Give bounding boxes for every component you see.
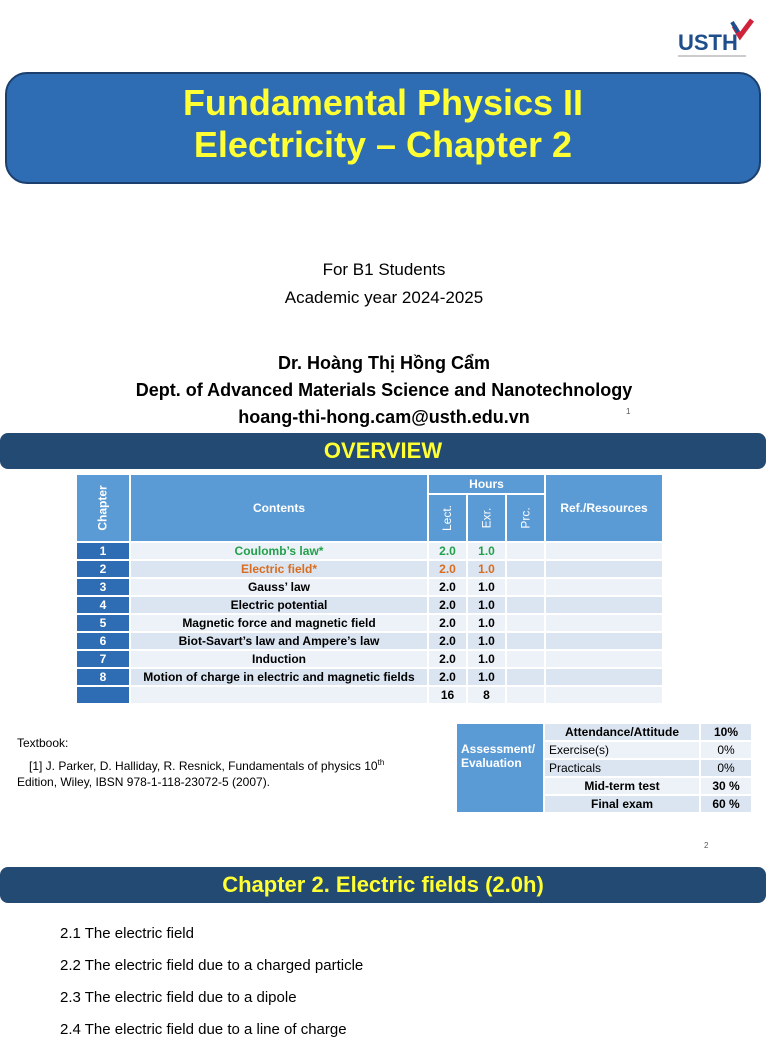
chapter-title: Electricity – Chapter 2 <box>193 124 573 165</box>
totals-row <box>76 686 663 704</box>
audience-text: For B1 Students <box>322 260 446 279</box>
row-content: Coulomb’s law* <box>130 542 428 560</box>
overview-bar: OVERVIEW <box>0 433 766 469</box>
ref-header: Ref./Resources <box>545 474 663 542</box>
table-row: 1 Coulomb’s law* 2.0 1.0 <box>76 542 663 560</box>
assessment-table <box>455 722 753 814</box>
section-item: 2.2 The electric field due to a charged particle <box>60 957 364 974</box>
assessment-row: Final exam 60 % <box>456 795 752 813</box>
textbook-block <box>17 735 437 790</box>
contents-header: Contents <box>130 474 428 542</box>
author-email[interactable]: hoang-thi-hong.cam@usth.edu.vn <box>238 407 530 427</box>
assessment-row: Practicals 0% <box>456 759 752 777</box>
usth-logo <box>678 18 754 62</box>
author-name: Dr. Hoàng Thị Hồng Cẩm <box>277 353 490 373</box>
academic-year: Academic year 2024-2025 <box>284 288 484 307</box>
chapter-header: Chapter <box>76 474 130 542</box>
usth-logo-text: USTH <box>678 30 738 55</box>
row-content: Induction <box>130 650 428 668</box>
section-item: 2.3 The electric field due to a dipole <box>60 989 297 1006</box>
title-banner <box>5 72 761 184</box>
table-row: 2 Electric field* 2.0 1.0 <box>76 560 663 578</box>
table-row: 4 Electric potential 2.0 1.0 <box>76 596 663 614</box>
total-exr: 8 <box>467 686 506 704</box>
assessment-row: Exercise(s) 0% <box>456 741 752 759</box>
section-item: 2.4 The electric field due to a line of charge <box>60 1021 347 1038</box>
chapter-bar: Chapter 2. Electric fields (2.0h) <box>0 867 766 903</box>
section-list <box>60 918 363 1046</box>
row-content: Biot-Savart’s law and Ampere’s law <box>130 632 428 650</box>
overview-table <box>75 473 664 705</box>
assessment-row: Mid-term test 30 % <box>456 777 752 795</box>
course-title: Fundamental Physics II <box>182 82 584 123</box>
table-row: 5 Magnetic force and magnetic field 2.0 1.0 <box>76 614 663 632</box>
lect-header: Lect. <box>428 494 467 542</box>
row-content: Electric potential <box>130 596 428 614</box>
author-dept: Dept. of Advanced Materials Science and Nanotechnology <box>135 380 633 400</box>
hours-header: Hours <box>428 474 545 494</box>
textbook-label: Textbook: <box>17 736 69 750</box>
total-lect: 16 <box>428 686 467 704</box>
page-number-2: 2 <box>704 841 709 850</box>
textbook-reference-cont: Edition, Wiley, IBSN 978-1-118-23072-5 (2007). <box>17 775 271 789</box>
prc-header: Prc. <box>506 494 545 542</box>
textbook-reference: [1] J. Parker, D. Halliday, R. Resnick, Fundamentals of physics 10th <box>29 758 385 773</box>
section-item: 2.1 The electric field <box>60 925 194 942</box>
assessment-heading: Assessment/ Evaluation <box>456 723 544 813</box>
row-content: Magnetic force and magnetic field <box>130 614 428 632</box>
table-row: 6 Biot-Savart’s law and Ampere’s law 2.0 1.0 <box>76 632 663 650</box>
page-number-1: 1 <box>626 407 631 416</box>
row-content: Motion of charge in electric and magnetic fields <box>130 668 428 686</box>
assessment-row: Assessment/ Evaluation Attendance/Attitude 10% <box>456 723 752 741</box>
exr-header: Exr. <box>467 494 506 542</box>
table-row: 7 Induction 2.0 1.0 <box>76 650 663 668</box>
table-row: 3 Gauss’ law 2.0 1.0 <box>76 578 663 596</box>
row-content: Gauss’ law <box>130 578 428 596</box>
table-row: 8 Motion of charge in electric and magnetic fields 2.0 1.0 <box>76 668 663 686</box>
row-content: Electric field* <box>130 560 428 578</box>
